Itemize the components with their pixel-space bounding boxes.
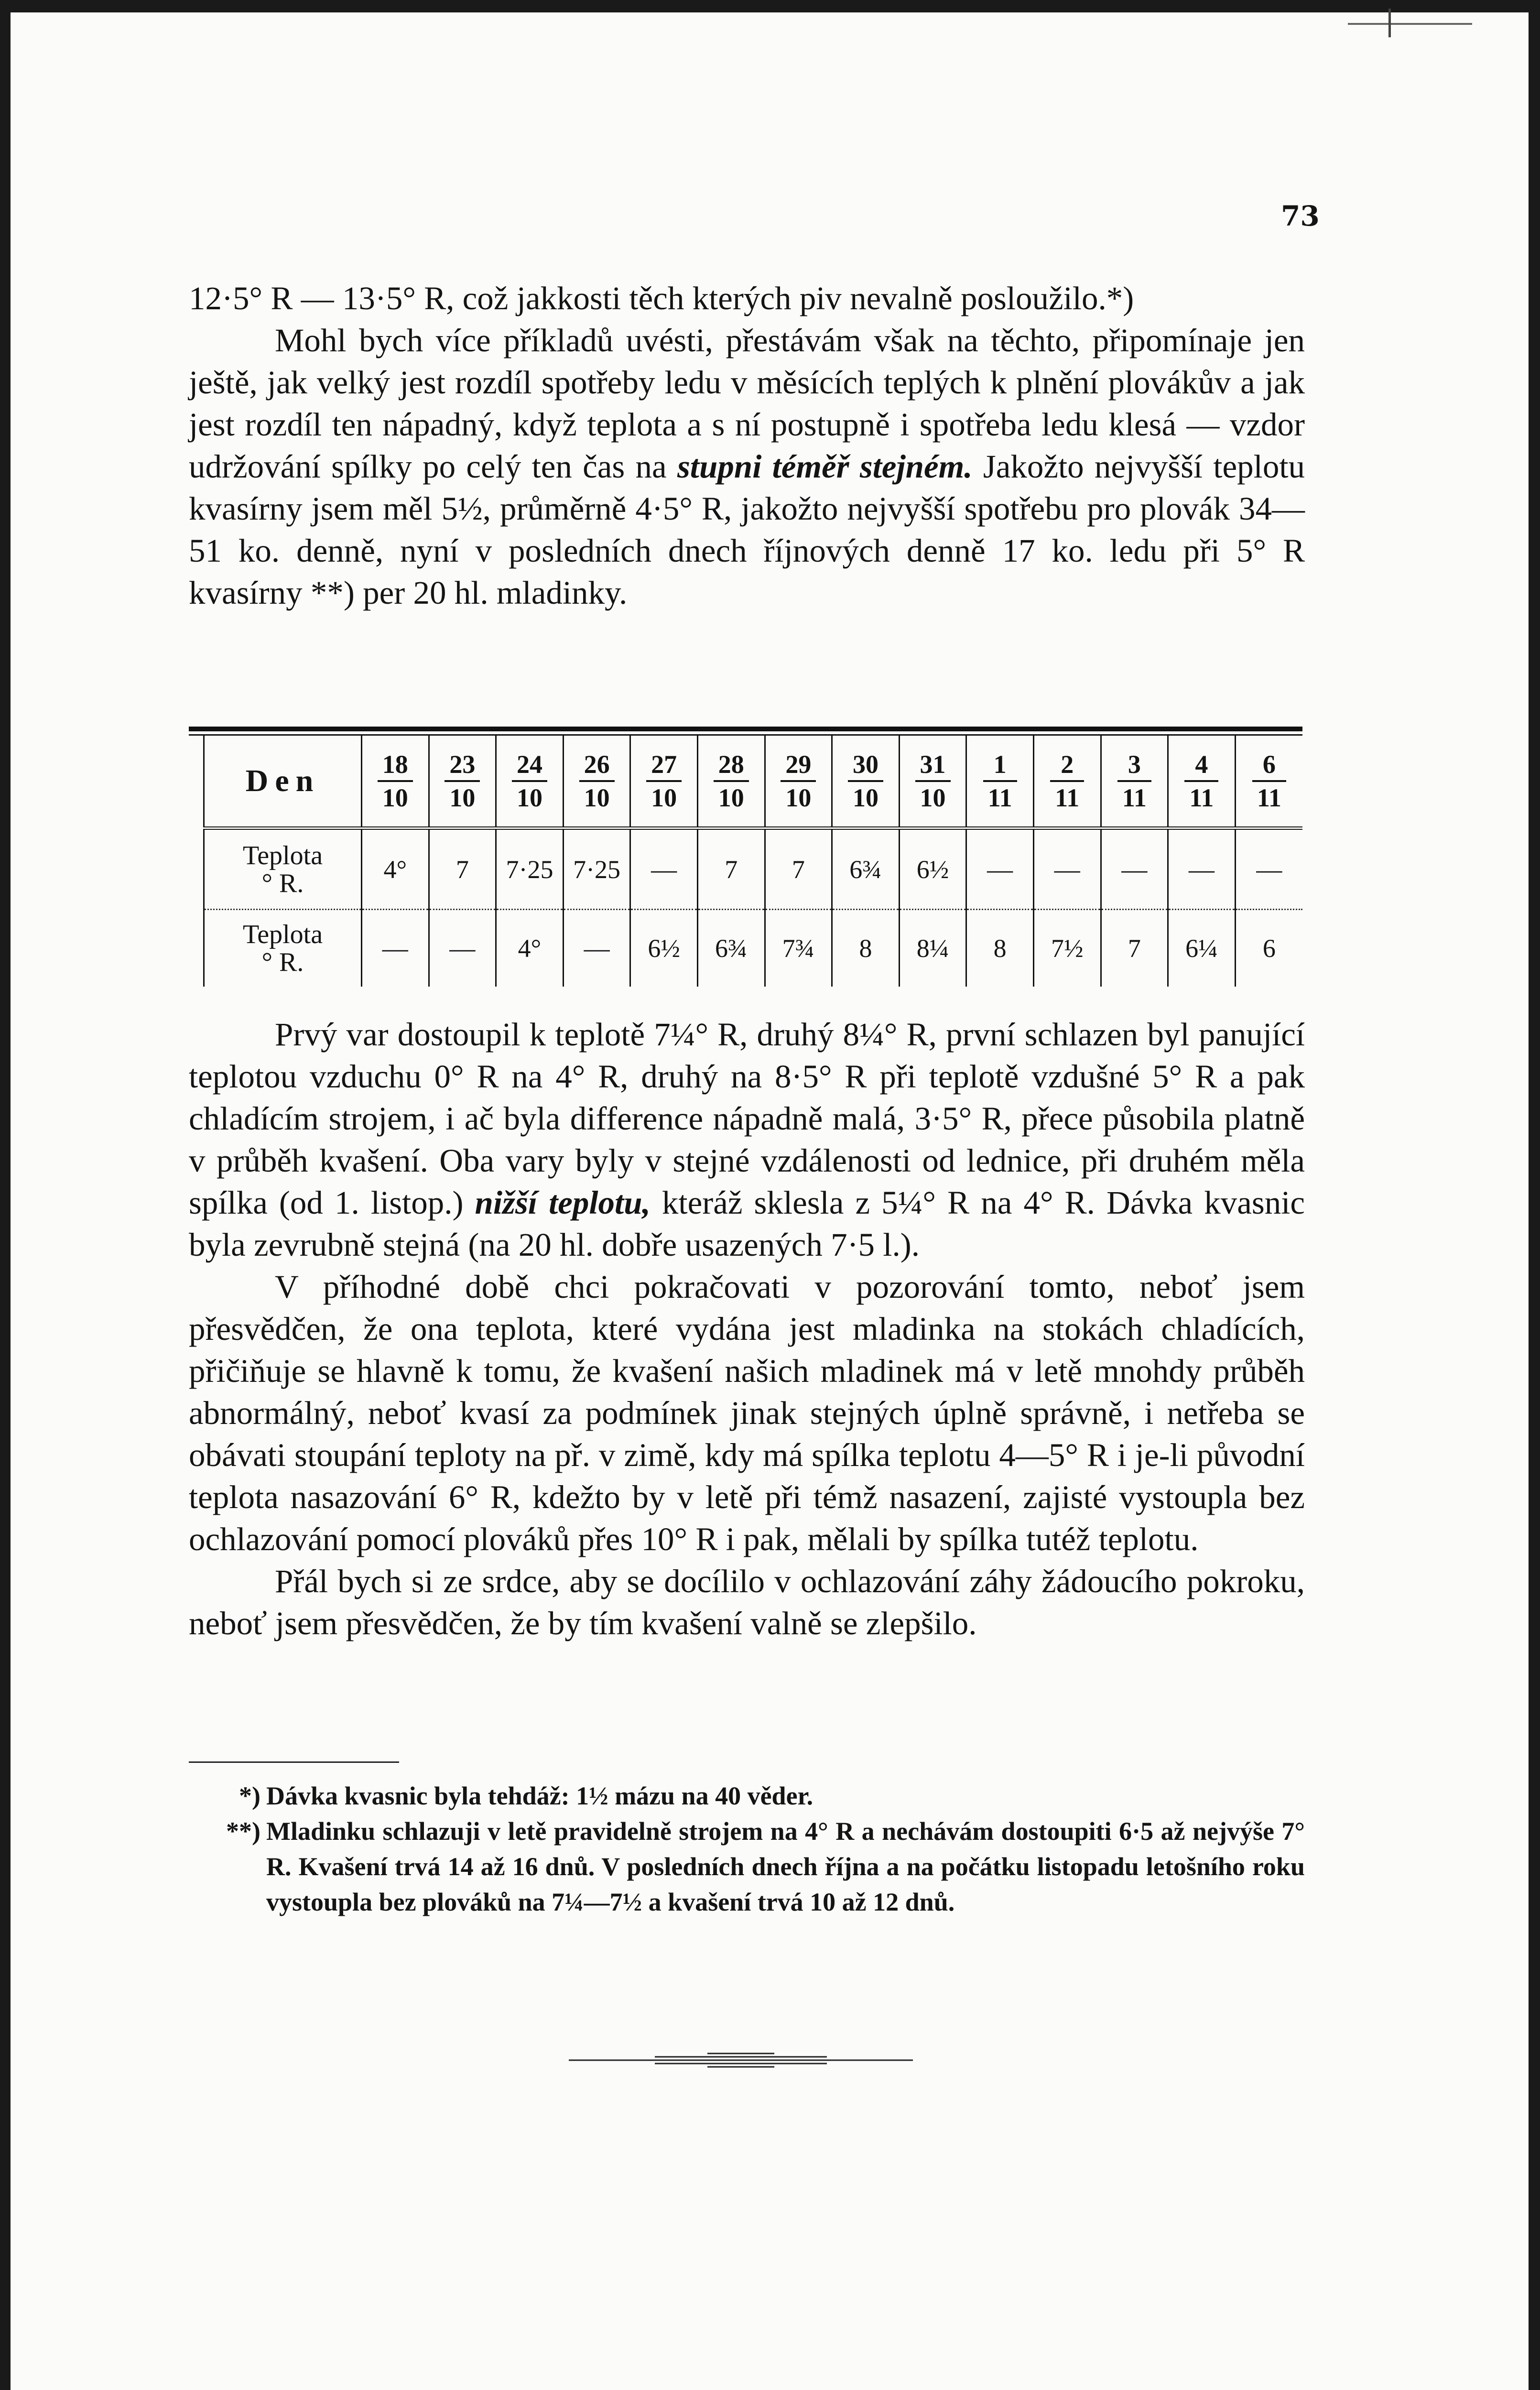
scan-corner-rule	[1348, 23, 1472, 25]
date-fraction	[848, 749, 883, 814]
date-day: 6	[1252, 749, 1286, 782]
paragraph-text: kteráž sklesla z 5¼° R na 4° R. Dávka kvasnic byla zevrubně stejná (na 20 hl. dobře usazených 7·5 l.).	[189, 1184, 1305, 1263]
date-day: 31	[915, 749, 951, 782]
table-cell: 6¼	[1168, 910, 1236, 987]
table-cell: 7	[429, 828, 496, 910]
date-month: 11	[987, 783, 1012, 812]
table-cell: 8	[832, 910, 900, 987]
table-cell: 6¾	[832, 828, 900, 910]
column-header-date	[1235, 736, 1302, 828]
table-cell: 4°	[362, 828, 429, 910]
row-label-line: Teplota	[242, 920, 323, 949]
column-header-date	[1168, 736, 1236, 828]
table-cell: 7	[1101, 910, 1168, 987]
table-cell: 6½	[630, 910, 698, 987]
column-header-date	[899, 736, 966, 828]
temperature-table	[189, 727, 1302, 987]
date-month: 10	[852, 783, 878, 812]
row-label	[204, 828, 362, 910]
table-cell: 7	[697, 828, 765, 910]
column-header-date	[563, 736, 630, 828]
date-month: 11	[1055, 783, 1080, 812]
date-month: 10	[449, 783, 476, 812]
date-month: 11	[1257, 783, 1281, 812]
paragraph-continuation: 12·5° R — 13·5° R, což jakkosti těch kterých piv nevalně posloužilo.*)	[189, 280, 1134, 316]
table-cell: 6½	[899, 828, 966, 910]
date-month: 11	[1189, 783, 1214, 812]
date-day: 1	[983, 749, 1017, 782]
date-day: 2	[1050, 749, 1084, 782]
date-fraction	[445, 749, 480, 814]
paragraph-observation: V příhodné době chci pokračovati v pozorování tomto, neboť jsem přesvědčen, že ona teplota, které vydána jest mladinka na stokách chladících, přičiňuje se hlavně k tomu, že kvašení našich mladinek má v letě mnohdy průběh abnormálný, neboť kvasí za podmínek jinak stejných úplně správně, i netřeba se obávati stoupání teploty na př. v zimě, kdy má spílka teplotu 4—5° R i je-li původní teplota nasazování 6° R, kdežto by v letě při témž nasazení, zajisté vystoupla bez ochlazování pomocí plováků přes 10° R i pak, mělali by spílka tutéž teplotu.	[189, 1269, 1305, 1557]
date-month: 10	[651, 783, 677, 812]
table-cell: 4°	[496, 910, 564, 987]
paragraph-text: Prvý var dostoupil k teplotě 7¼° R, druhý 8¼° R, první schlazen byl panující teplotou vzduchu 0° R na 4° R, druhý na 8·5° R při teplotě vzdušné 5° R a pak chladícím strojem, i ač byla difference nápadně malá, 3·5° R, přece působila platně v průběh kvašení. Oba vary byly v stejné vzdálenosti od lednice, při druhém měla spílka (od 1. listop.)	[189, 1016, 1305, 1221]
footnote-mark: **)	[226, 1817, 260, 1846]
date-day: 24	[512, 749, 547, 782]
paragraph-closing: Přál bych si ze srdce, aby se docílilo v ochlazování záhy žádoucího pokroku, neboť jsem přesvědčen, že by tím kvašení valně se zlepšilo.	[189, 1563, 1305, 1641]
table-cell: 8¼	[899, 910, 966, 987]
footnote-text: Mladinku schlazuji v letě pravidelně strojem na 4° R a nechávám dostoupiti 6·5 až nejvýše 7° R. Kvašení trvá 14 až 16 dnů. V posledních dnech října a na počátku listopadu letošního roku vystoupla bez plováků na 7¼—7½ a kvašení trvá 10 až 12 dnů.	[266, 1817, 1305, 1916]
date-fraction	[781, 749, 816, 814]
scan-border-top	[0, 0, 1540, 12]
date-day: 3	[1117, 749, 1151, 782]
date-fraction	[983, 749, 1017, 814]
column-header-date	[362, 736, 429, 828]
date-fraction	[915, 749, 951, 814]
table-cell: —	[1235, 828, 1302, 910]
date-fraction	[512, 749, 547, 814]
end-ornament	[569, 2051, 913, 2070]
column-header-date	[697, 736, 765, 828]
emphasis-text: nižší teplotu,	[475, 1184, 651, 1221]
date-fraction	[579, 749, 615, 814]
column-header-date	[496, 736, 564, 828]
date-day: 29	[781, 749, 816, 782]
table-header-row	[204, 736, 1303, 828]
date-fraction	[714, 749, 749, 814]
table-cell: —	[1168, 828, 1236, 910]
paragraph-text: Mohl bych více příkladů uvésti, přestávám však na těchto, připomínaje jen ještě, jak velký jest rozdíl spotřeby ledu v měsících teplých k plnění plovákův a jak jest rozdíl ten nápadný, když teplota a s ní postupně i spotřeba ledu klesá — vzdor udržování spílky po celý ten čas na	[189, 322, 1305, 485]
date-fraction	[1252, 749, 1286, 814]
footnote	[189, 1814, 1305, 1920]
date-fraction	[378, 749, 413, 814]
date-month: 10	[785, 783, 812, 812]
paragraph-first-batch	[189, 1013, 1305, 1266]
paragraph-text: Jakožto nejvyšší teplotu kvasírny jsem měl 5½, průměrně 4·5° R, jakožto nejvyšší spotřebu pro plovák 34—51 ko. denně, nyní v posledních dnech říjnových denně 17 ko. ledu při 5° R kvasírny **) per 20 hl. mladinky.	[189, 448, 1305, 611]
data-table	[203, 736, 1302, 987]
column-header-date	[630, 736, 698, 828]
table-cell: 6	[1235, 910, 1302, 987]
column-header-date	[1033, 736, 1101, 828]
table-cell: 7·25	[563, 828, 630, 910]
table-cell: —	[1033, 828, 1101, 910]
page-number: 73	[1281, 200, 1320, 232]
table-cell: 6¾	[697, 910, 765, 987]
footnote-text: Dávka kvasnic byla tehdáž: 1½ mázu na 40 věder.	[266, 1782, 813, 1810]
scan-corner-tick	[1388, 9, 1391, 37]
date-month: 10	[584, 783, 610, 812]
table-cell: —	[429, 910, 496, 987]
footnote	[189, 1778, 1305, 1814]
date-fraction	[646, 749, 682, 814]
date-day: 18	[378, 749, 413, 782]
table-cell: 7½	[1033, 910, 1101, 987]
row-label-unit: ° R.	[261, 947, 304, 977]
date-month: 10	[718, 783, 744, 812]
table-row	[204, 910, 1303, 987]
column-header-date	[429, 736, 496, 828]
table-row	[204, 828, 1303, 910]
row-label-unit: ° R.	[261, 868, 304, 898]
text-block-upper	[189, 277, 1305, 614]
footnotes	[189, 1778, 1305, 1920]
date-fraction	[1050, 749, 1084, 814]
text-block-lower	[189, 1013, 1305, 1644]
date-month: 10	[516, 783, 542, 812]
date-month: 11	[1122, 783, 1147, 812]
scan-border-right	[1529, 0, 1540, 2390]
date-month: 10	[920, 783, 946, 812]
table-cell: —	[1101, 828, 1168, 910]
column-header-date	[1101, 736, 1168, 828]
table-cell: —	[630, 828, 698, 910]
table-cell: 7	[765, 828, 832, 910]
date-day: 28	[714, 749, 749, 782]
footnote-mark: *)	[239, 1782, 260, 1810]
date-fraction	[1184, 749, 1218, 814]
row-label	[204, 910, 362, 987]
table-cell: —	[362, 910, 429, 987]
column-header-date	[966, 736, 1034, 828]
date-day: 26	[579, 749, 615, 782]
table-cell: —	[563, 910, 630, 987]
table-cell: 8	[966, 910, 1034, 987]
table-cell: —	[966, 828, 1034, 910]
table-cell: 7·25	[496, 828, 564, 910]
date-day: 30	[848, 749, 883, 782]
row-label-line: Teplota	[242, 840, 323, 870]
column-header-date	[832, 736, 900, 828]
table-cell: 7¾	[765, 910, 832, 987]
date-month: 10	[382, 783, 408, 812]
column-header-date	[765, 736, 832, 828]
paragraph-ice-consumption	[189, 319, 1305, 614]
scan-border-left	[0, 0, 11, 2390]
date-fraction	[1117, 749, 1151, 814]
footnote-separator	[189, 1761, 399, 1763]
date-day: 23	[445, 749, 480, 782]
table-rule-top	[189, 727, 1302, 731]
emphasis-text: stupni téměř stejném.	[677, 448, 973, 485]
date-day: 4	[1184, 749, 1218, 782]
date-day: 27	[646, 749, 682, 782]
column-header-day: Den	[204, 736, 362, 828]
